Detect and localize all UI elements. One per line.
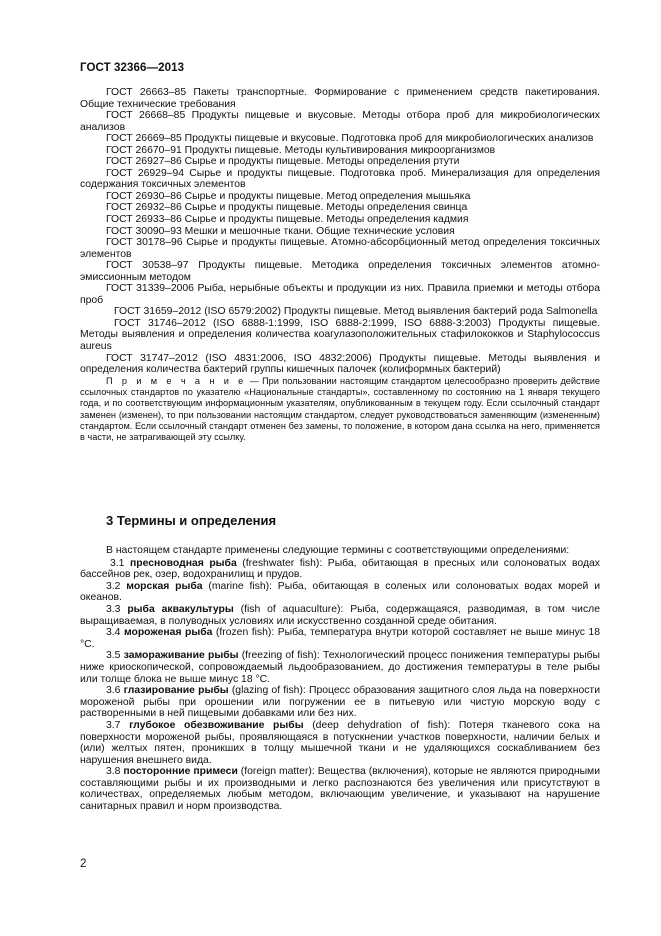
term-number: 3.5 bbox=[106, 650, 121, 662]
term-text: (deep dehydration of fish): Потеря тканевого сока на поверхности мороженой рыбы, проявляющаяся в потускнении участков поверхности, наличии белых и (или) желтых пятен, проникших в толщу мышечной ткани и не удаляющихся соскабливанием без нарушения внешнего вида. bbox=[80, 719, 601, 766]
section-heading: 3 Термины и определения bbox=[106, 513, 277, 528]
note-label: П р и м е ч а н и е bbox=[106, 375, 247, 386]
term-name: морская рыба bbox=[126, 580, 203, 592]
reference-item: ГОСТ 30538–97 Продукты пищевые. Методика определения токсичных элементов атомно-эмиссионным методом bbox=[80, 260, 600, 283]
term-number: 3.6 bbox=[106, 685, 121, 697]
term-definition bbox=[80, 581, 600, 604]
section-intro: В настоящем стандарте применены следующие термины с соответствующими определениями: bbox=[106, 545, 570, 556]
reference-item: ГОСТ 26663–85 Пакеты транспортные. Формирование с применением средств пакетирования. Общие технические требования bbox=[80, 87, 600, 110]
term-name: рыба аквакультуры bbox=[127, 603, 234, 615]
reference-item: ГОСТ 31659–2012 (ISO 6579:2002) Продукты пищевые. Метод выявления бактерий рода Salmonella bbox=[114, 306, 598, 318]
term-definition bbox=[80, 720, 600, 766]
term-number: 3.4 bbox=[106, 627, 121, 639]
reference-item: ГОСТ 31339–2006 Рыба, нерыбные объекты и продукции из них. Правила приемки и методы отбора проб bbox=[80, 283, 600, 306]
term-number: 3.2 bbox=[106, 580, 121, 592]
normative-references bbox=[80, 87, 600, 443]
reference-item: ГОСТ 26668–85 Продукты пищевые и вкусовые. Методы отбора проб для микробиологических анализов bbox=[80, 110, 600, 133]
reference-item: ГОСТ 26669–85 Продукты пищевые и вкусовые. Подготовка проб для микробиологических анализов bbox=[106, 133, 594, 145]
term-definition bbox=[80, 685, 600, 720]
reference-item: ГОСТ 26930–86 Сырье и продукты пищевые. Метод определения мышьяка bbox=[106, 190, 471, 202]
term-number: 3.3 bbox=[106, 603, 121, 615]
term-definition bbox=[80, 627, 600, 650]
term-text: (freezing of fish): Технологический процесс понижения температуры рыбы ниже криоскопической, сопровождаемый льдообразованием, до достижения температуры в теле рыбы или толще блока не выше минус 18 °С. bbox=[80, 650, 600, 685]
page-number: 2 bbox=[80, 858, 87, 870]
term-definition bbox=[80, 766, 600, 812]
term-text: (foreign matter): Вещества (включения), которые не являются природными составляющими рыбы и их производными и легко распознаются без увеличения или присутствуют в количествах, определяемых любым методом, включающим увеличение, и указывают на нарушение санитарных правил и норм производства. bbox=[80, 766, 601, 813]
reference-item: ГОСТ 26929–94 Сырье и продукты пищевые. Подготовка проб. Минерализация для определения содержания токсичных элементов bbox=[80, 167, 600, 191]
term-text: (freshwater fish): Рыба, обитающая в пресных или солоноватых водах бассейнов рек, озер, водохранилищ и прудов. bbox=[80, 557, 600, 581]
term-definition bbox=[80, 604, 600, 627]
term-number: 3.7 bbox=[106, 719, 121, 731]
term-name: глазирование рыбы bbox=[123, 685, 229, 697]
term-text: (frozen fish): Рыба, температура внутри которой составляет не выше минус 18 °С. bbox=[80, 627, 600, 650]
term-definition bbox=[80, 650, 600, 685]
note-text: — При пользовании настоящим стандартом целесообразно проверить действие ссылочных стандартов по указателю «Национальные стандарты», составленному по состоянию на 1 января текущего года, и по соответствующим информационным указателям, опубликованным в текущем году. Если ссылочный стандарт заменен (изменен), то при пользовании настоящим стандартом, следует руководствоваться заменяющим (измененным) стандартом. Если ссылочный стандарт отменен без замены, то положение, в котором дана ссылка на него, применяется в части, не затрагивающей эту ссылку. bbox=[80, 375, 600, 443]
term-text: (fish of aquaculture): Рыба, содержащаяся, разводимая, в том числе выращиваемая, в полуводных условиях или искусственно созданной среде обитания. bbox=[80, 603, 600, 627]
terms-section bbox=[80, 545, 600, 813]
reference-item: ГОСТ 26927–86 Сырье и продукты пищевые. Методы определения ртути bbox=[106, 156, 460, 168]
reference-item: ГОСТ 31746–2012 (ISO 6888-1:1999, ISO 6888-2:1999, ISO 6888-3:2003) Продукты пищевые. Методы выявления и определения количества коагулазоположительных стафилококков и Staphylococcus aureus bbox=[80, 317, 600, 353]
reference-item: ГОСТ 26932–86 Сырье и продукты пищевые. Методы определения свинца bbox=[106, 202, 468, 214]
term-name: мороженая рыба bbox=[123, 627, 213, 639]
term-definition bbox=[80, 558, 600, 581]
reference-item: ГОСТ 26933–86 Сырье и продукты пищевые. Методы определения кадмия bbox=[106, 214, 469, 226]
term-name: глубокое обезвоживание рыбы bbox=[129, 719, 304, 731]
term-text: (marine fish): Рыба, обитающая в соленых или солоноватых водах морей и океанов. bbox=[80, 580, 600, 604]
term-name: пресноводная рыба bbox=[129, 557, 237, 569]
term-number: 3.1 bbox=[110, 557, 125, 569]
reference-item: ГОСТ 26670–91 Продукты пищевые. Методы культивирования микроорганизмов bbox=[106, 144, 496, 156]
reference-item: ГОСТ 31747–2012 (ISO 4831:2006, ISO 4832:2006) Продукты пищевые. Методы выявления и определения количества бактерий группы кишечных палочек (колиформных бактерий) bbox=[80, 352, 600, 376]
term-number: 3.8 bbox=[106, 766, 121, 778]
term-name: замораживание рыбы bbox=[123, 650, 239, 662]
term-name: посторонние примеси bbox=[123, 766, 238, 778]
reference-item: ГОСТ 30090–93 Мешки и мешочные ткани. Общие технические условия bbox=[106, 225, 455, 237]
document-header: ГОСТ 32366—2013 bbox=[80, 62, 185, 74]
term-text: (glazing of fish): Процесс образования защитного слоя льда на поверхности мороженой рыбы при орошении или погружении ее в питьевую или чистую морскую воду с растворенными в ней пищевыми добавками или без них. bbox=[80, 685, 600, 720]
note-paragraph bbox=[80, 376, 600, 444]
reference-item: ГОСТ 30178–96 Сырье и продукты пищевые. Атомно-абсорбционный метод определения токсичных элементов bbox=[80, 237, 600, 260]
